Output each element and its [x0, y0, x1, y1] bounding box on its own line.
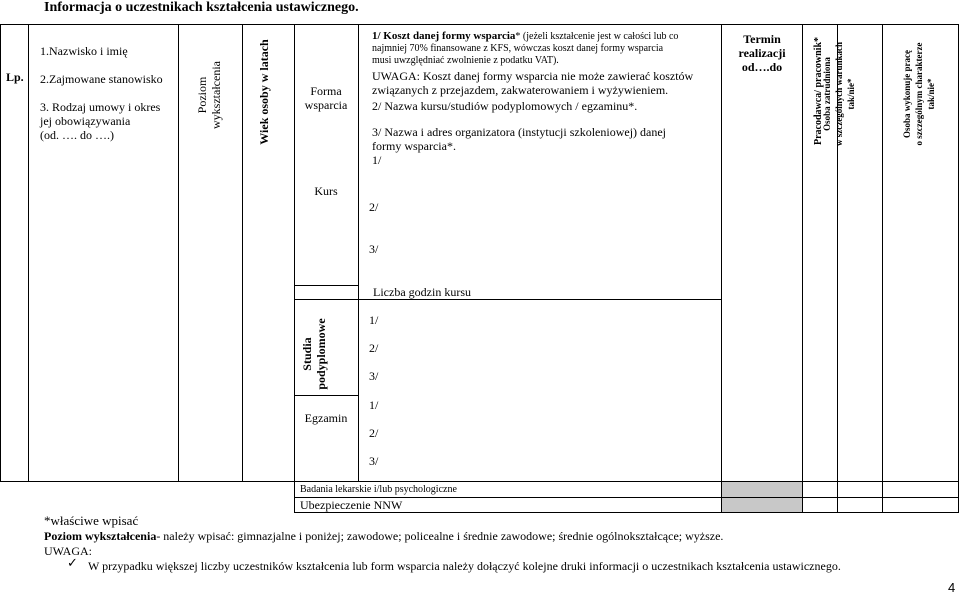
header-special-work: Osoba wykonuje pracę o szczególnym charakterze tak/nie*	[902, 42, 936, 146]
studia-item-1: 1/	[369, 313, 379, 327]
studia-item-3: 3/	[369, 369, 379, 383]
egzamin-item-3: 3/	[369, 454, 379, 468]
header-employer: Pracodawca/ pracownik*	[813, 36, 824, 146]
studia-label: Studia podyplomowe	[300, 318, 328, 390]
footnote-uwaga: UWAGA:	[44, 544, 92, 558]
header-form: Forma wsparcia	[304, 84, 348, 112]
kurs-item-3: 3/	[369, 242, 379, 256]
medical-label: Badania lekarskie i/lub psychologiczne	[300, 484, 457, 495]
header-cost: 1/ Koszt danej formy wsparcia* (jeżeli kształcenie jest w całości lub co najmniej 70% finansowane z KFS, wówczas koszt danej formy wsparcia musi uwzględniać zwolnienie z podatku VAT). UWAGA: Koszt danej formy wsparcia nie może zawierać kosztów związanych z przejazdem, zakwaterowaniem i wyżywieniem. 2/ Nazwa kursu/studiów podyplomowych / egzaminu*. 3/ Nazwa i adres organizatora (instytucji szkoleniowej) danej formy wsparcia*. 1/	[372, 30, 694, 167]
header-position: 2.Zajmowane stanowisko	[40, 72, 163, 86]
header-age: Wiek osoby w latach	[257, 39, 271, 145]
check-icon: ✓	[67, 556, 78, 571]
page-number: 4	[948, 580, 956, 595]
egzamin-item-1: 1/	[369, 398, 379, 412]
header-special-conditions: Osoba zatrudniona w szczególnych warunkach tak/nie*	[822, 42, 856, 146]
insurance-label: Ubezpieczenie NNW	[300, 498, 403, 512]
header-contract-range: (od. …. do ….)	[40, 128, 114, 142]
egzamin-label: Egzamin	[304, 411, 348, 425]
studia-item-2: 2/	[369, 341, 379, 355]
header-contract: 3. Rodzaj umowy i okres	[40, 100, 161, 114]
header-lp: Lp.	[6, 70, 24, 84]
footnote-education: Poziom wykształcenia- należy wpisać: gimnazjalne i poniżej; zawodowe; policealne i średnie zawodowe; średnie ogólnokształcące; wyższe.	[44, 529, 724, 543]
kurs-item-2: 2/	[369, 200, 379, 214]
header-term: Termin realizacji od….do	[738, 32, 786, 74]
hours-label: Liczba godzin kursu	[373, 285, 471, 299]
footnote-note: W przypadku większej liczby uczestników kształcenia lub form wsparcia należy dołączyć kolejne druki informacji o uczestnikach kształcenia ustawicznego.	[88, 559, 841, 573]
egzamin-item-2: 2/	[369, 426, 379, 440]
header-name: 1.Nazwisko i imię	[40, 44, 128, 58]
footnote-marker: *właściwe wpisać	[44, 513, 139, 528]
header-education: Poziom wykształcenia	[195, 61, 223, 129]
header-contract-period: jej obowiązywania	[40, 114, 131, 128]
kurs-label: Kurs	[314, 184, 338, 198]
document-title: Informacja o uczestnikach kształcenia ustawicznego.	[44, 0, 359, 15]
